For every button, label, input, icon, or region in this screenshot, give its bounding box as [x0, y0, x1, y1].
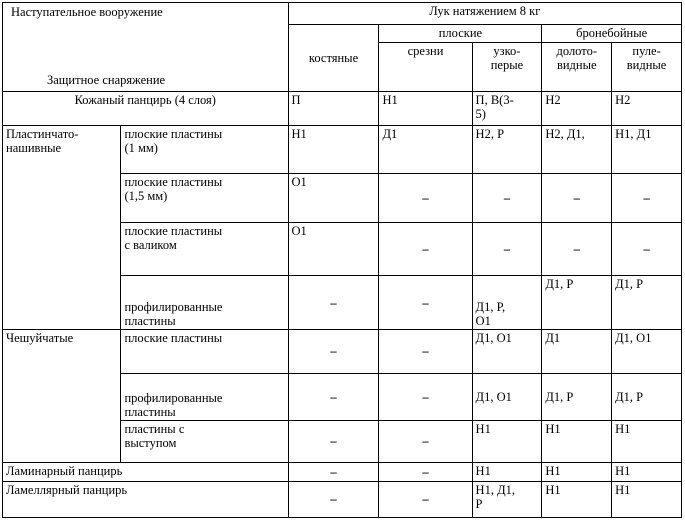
table-cell: Д1, О1	[472, 329, 542, 374]
table-cell: Н1	[472, 462, 542, 481]
col-narrow-header: узко- перые	[472, 43, 542, 92]
table-cell: О1	[288, 174, 379, 223]
table-cell: Н2	[612, 92, 682, 126]
row-label: плоские пластины	[121, 329, 288, 374]
table-cell: –	[542, 223, 612, 276]
row-label: Ламинарный панцирь	[3, 462, 289, 481]
offensive-weapon-label: Наступательное вооружение	[11, 5, 163, 19]
col-chisel-header: долото- видные	[542, 43, 612, 92]
table-cell: –	[612, 223, 682, 276]
table-cell: –	[472, 174, 542, 223]
row-label: плоские пластины (1 мм)	[121, 126, 288, 174]
table-cell: –	[379, 276, 472, 329]
table-cell: Д1, Р	[612, 276, 682, 329]
table-cell: Н1	[542, 481, 612, 517]
protective-gear-label: Защитное снаряжение	[47, 73, 166, 88]
table-cell: –	[288, 421, 379, 462]
row-label: профилированные пластины	[121, 374, 288, 421]
table-cell: Н1	[472, 421, 542, 462]
armor-piercing-header: бронебойные	[542, 25, 682, 43]
table-cell: –	[472, 223, 542, 276]
table-cell: Н2	[542, 92, 612, 126]
table-cell: Д1, О1	[612, 329, 682, 374]
table-cell: Д1, Р	[612, 374, 682, 421]
table-cell: Н1, Д1	[612, 126, 682, 174]
table-cell: Д1	[379, 126, 472, 174]
table-cell: –	[288, 462, 379, 481]
table-cell: Д1, О1	[472, 374, 542, 421]
col-bone-header: костяные	[288, 25, 379, 92]
table-cell: О1	[288, 223, 379, 276]
table-cell: Н1	[612, 462, 682, 481]
table-cell: –	[379, 223, 472, 276]
table-cell: Н1	[288, 126, 379, 174]
table-cell: –	[379, 421, 472, 462]
table-cell: Н1	[612, 421, 682, 462]
table-cell: –	[288, 276, 379, 329]
armor-penetration-table	[2, 2, 682, 518]
table-cell: П	[288, 92, 379, 126]
table-cell: –	[542, 174, 612, 223]
table-cell: –	[612, 174, 682, 223]
col-bullet-header: пуле- видные	[612, 43, 682, 92]
group-label-scale: Чешуйчатые	[3, 329, 121, 462]
table-cell: Н1	[612, 481, 682, 517]
row-label: Кожаный панцирь (4 слоя)	[3, 92, 289, 126]
table-cell: Д1	[542, 329, 612, 374]
flat-arrows-header: плоские	[379, 25, 542, 43]
row-label: плоские пластины (1,5 мм)	[121, 174, 288, 223]
row-label: Ламеллярный панцирь	[3, 481, 289, 517]
table-cell: Н2, Д1,	[542, 126, 612, 174]
table-cell: –	[379, 374, 472, 421]
group-label-plate: Пластинчато- нашивные	[3, 126, 121, 329]
row-label: плоские пластины с валиком	[121, 223, 288, 276]
table-cell: –	[288, 481, 379, 517]
table-cell: Н1	[379, 92, 472, 126]
table-cell: Д1, Р	[542, 374, 612, 421]
row-label: пластины с выступом	[121, 421, 288, 462]
table-cell: –	[379, 174, 472, 223]
table-cell: –	[288, 329, 379, 374]
table-cell: Н1	[542, 421, 612, 462]
col-cutter-header: срезни	[379, 43, 472, 92]
table-cell: –	[379, 462, 472, 481]
table-cell: Д1, Р	[542, 276, 612, 329]
table-cell: –	[379, 329, 472, 374]
table-cell: Д1, Р, О1	[472, 276, 542, 329]
header-corner-cell	[3, 3, 289, 92]
row-label: профилированные пластины	[121, 276, 288, 329]
table-cell: Н1	[542, 462, 612, 481]
table-cell: Н2, Р	[472, 126, 542, 174]
table-cell: Н1, Д1, Р	[472, 481, 542, 517]
table-cell: П, В(3- 5)	[472, 92, 542, 126]
table-cell: –	[379, 481, 472, 517]
table-cell: –	[288, 374, 379, 421]
bow-header: Лук натяжением 8 кг	[288, 3, 681, 25]
